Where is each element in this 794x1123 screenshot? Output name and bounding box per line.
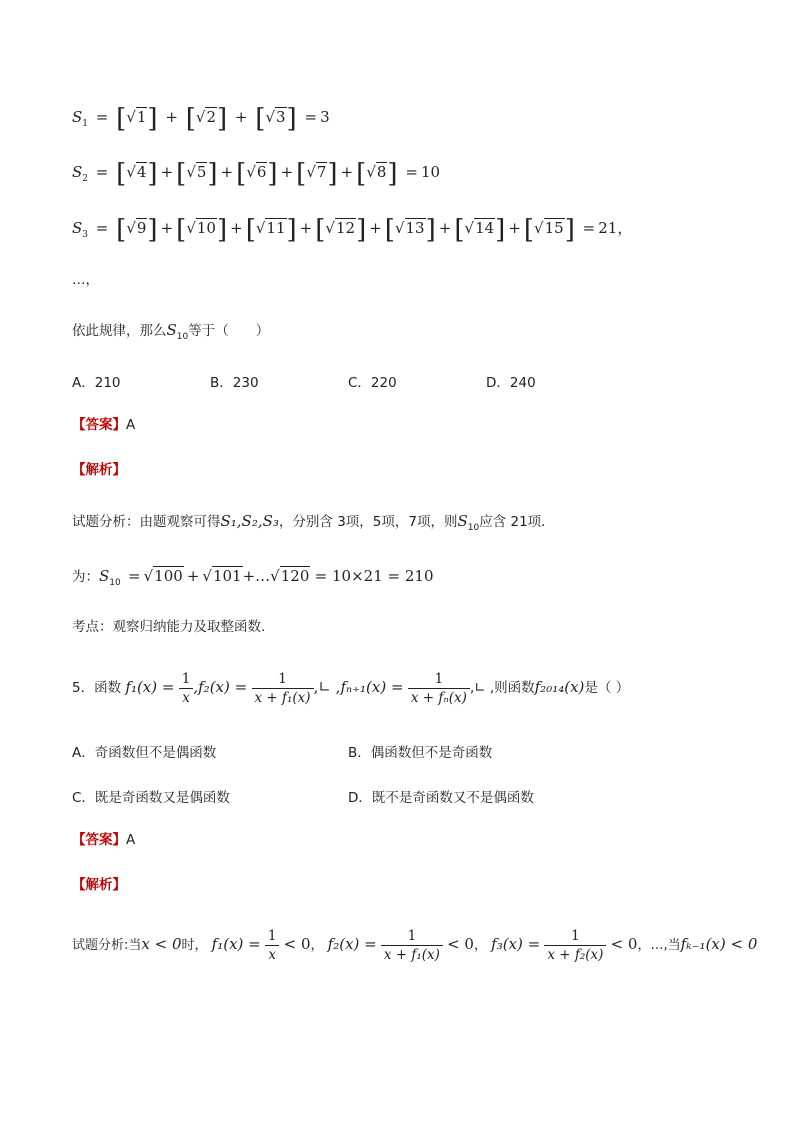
analysis3-fk: fₖ₋₁(x) < 0 [680, 935, 758, 953]
s1-term-1: 1 [136, 108, 147, 126]
q5-frac-2-den: x + f₁(x) [254, 689, 311, 706]
q4-option-c: C．220 [348, 375, 397, 391]
analysis3-frac-3-num: 1 [544, 927, 606, 946]
analysis3-frac-2-den: x + f₁(x) [383, 947, 440, 963]
q4-option-b: B．230 [210, 375, 259, 391]
s1-equation: $S_1 = [√1] + [√2] + [√3] = 3$ [72, 104, 330, 134]
q5-answer-value: A [126, 832, 136, 848]
s3-term-2: 10 [196, 219, 216, 237]
q4-prompt: 依此规律，那么$S_{10}$等于（ ） [72, 321, 270, 342]
q5-answer [72, 831, 135, 849]
q5-f2014: f₂₀₁₄(x) [534, 678, 585, 696]
q5-tail-b: 是（ ） [584, 680, 630, 696]
s3-term-5: 13 [405, 219, 425, 237]
analysis-label: 【解析】 [72, 462, 126, 478]
analysis1-middle: ，分别含 3项，5项，7项，则 [278, 514, 458, 530]
s2-term-5: 8 [376, 163, 387, 181]
analysis1-s-subscript: 10 [467, 523, 480, 533]
analysis3-frac-2-num: 1 [381, 927, 443, 946]
analysis3-frac-1-num: 1 [265, 927, 280, 946]
s2-term-4: 7 [316, 163, 327, 181]
q5-number: 5．函数 [72, 680, 122, 696]
analysis2-s-subscript: 10 [109, 578, 121, 588]
q5-frac-1-den: x [182, 689, 190, 706]
analysis3-cond: x < 0 [141, 935, 182, 953]
analysis3-frac-2 [381, 927, 443, 964]
s3-term-4: 12 [335, 219, 356, 237]
analysis2-term-a: 100 [154, 567, 183, 585]
analysis3-frac-1-den: x [268, 947, 276, 963]
q5-frac-3 [408, 670, 470, 707]
q5-frac-1 [179, 670, 194, 707]
analysis3-frac-3 [544, 927, 606, 964]
s3-tail: ， [617, 219, 633, 237]
s2-result: 10 [420, 163, 441, 181]
q4-option-a: A．210 [72, 375, 121, 391]
s3-result: 21 [598, 219, 618, 237]
analysis3-tail: ，…,当 [637, 938, 681, 953]
s2-term-3: 6 [256, 163, 267, 181]
analysis3-prefix: 试题分析:当 [72, 938, 142, 953]
q5-f1: f₁(x) = [125, 678, 175, 696]
s3-term-3: 11 [266, 219, 286, 237]
q5-answer-label: 【答案】 [72, 832, 126, 848]
q5-frac-1-num: 1 [179, 670, 194, 689]
s1-result: 3 [320, 108, 330, 126]
s1-term-2: 2 [206, 108, 216, 126]
analysis-line-1: 试题分析：由题观察可得S₁,S₂,S₃，分别含 3项，5项，7项，则$S_{10}$应含 21项． [72, 512, 555, 533]
analysis3-f2: f₂(x) = [327, 935, 377, 953]
analysis3-lt0-a: < 0 [283, 935, 311, 953]
q5-fn1: fₙ₊₁(x) = [340, 678, 404, 696]
s2-subscript: 2 [82, 174, 89, 184]
analysis3-f1: f₁(x) = [211, 935, 261, 953]
q5-option-b: B．偶函数但不是奇函数 [348, 745, 493, 761]
q5-option-c: C．既是奇函数又是偶函数 [72, 790, 230, 806]
q4-s-subscript: 10 [176, 332, 189, 342]
s2-term-2: 5 [196, 163, 207, 181]
analysis3-when: 时， [181, 938, 208, 953]
analysis-line-2: 为：$S_{10} = √100$ + √101+…√120 = 10×21 = 210 [72, 567, 434, 588]
s3-equation: $S_3 = [√9] + [√10] + [√11] + [√12] + [√13] + [√14] + [√15] = 21$， [72, 215, 633, 245]
analysis1-sets: S₁,S₂,S₃ [220, 512, 279, 530]
s1-term-3: 3 [276, 108, 286, 126]
q5-frac-2-num: 1 [252, 670, 314, 689]
s2-equation: $S_2 = [√4] + [√5] + [√6] + [√7] + [√8] = 10$ [72, 159, 441, 189]
ellipsis-line: …， [72, 272, 99, 288]
q5-frac-3-num: 1 [408, 670, 470, 689]
q4-prompt-b: 等于（ ） [188, 323, 270, 339]
analysis1-suffix: 应含 21项． [479, 514, 555, 530]
s3-term-6: 14 [475, 219, 495, 237]
kaodian-line: 考点：观察归纳能力及取整函数. [72, 619, 266, 635]
s2-term-1: 4 [136, 163, 147, 181]
q5-f2: ,f₂(x) = [193, 678, 248, 696]
analysis3-f3: f₃(x) = [491, 935, 541, 953]
q5-frac-3-den: x + fₙ(x) [410, 689, 467, 706]
q4-analysis-heading [72, 461, 126, 479]
q4-option-d: D．240 [486, 375, 536, 391]
analysis3-frac-1 [265, 927, 280, 964]
analysis2-rhs: = 10×21 = 210 [314, 567, 434, 585]
s3-subscript: 3 [82, 230, 89, 240]
analysis3-lt0-b: < 0 [447, 935, 474, 953]
analysis3-lt0-c: < 0 [610, 935, 638, 953]
analysis2-prefix: 为： [72, 569, 99, 585]
q5-question [72, 665, 629, 710]
analysis1-prefix: 试题分析：由题观察可得 [72, 514, 221, 530]
s1-subscript: 1 [82, 119, 89, 129]
q4-answer [72, 416, 135, 434]
answer-value: A [126, 417, 136, 433]
analysis3-comma-a: ， [310, 938, 324, 953]
q5-analysis-heading [72, 876, 126, 894]
analysis3-frac-3-den: x + f₂(x) [547, 947, 604, 963]
analysis2-term-b: 101 [212, 567, 242, 585]
q5-tail-a: ,∟ ,则函数 [469, 680, 535, 696]
answer-label: 【答案】 [72, 417, 126, 433]
q5-frac-2 [252, 670, 314, 707]
analysis2-term-c: 120 [280, 567, 310, 585]
analysis3-comma-b: ， [473, 938, 487, 953]
q5-option-a: A．奇函数但不是偶函数 [72, 745, 217, 761]
q4-prompt-a: 依此规律，那么 [72, 323, 167, 339]
s3-term-7: 15 [544, 219, 564, 237]
q5-analysis-label: 【解析】 [72, 877, 126, 893]
analysis-line-3 [72, 922, 757, 968]
q5-sep: ,∟ , [313, 678, 341, 696]
s3-term-1: 9 [136, 219, 147, 237]
q5-option-d: D．既不是奇函数又不是偶函数 [348, 790, 534, 806]
